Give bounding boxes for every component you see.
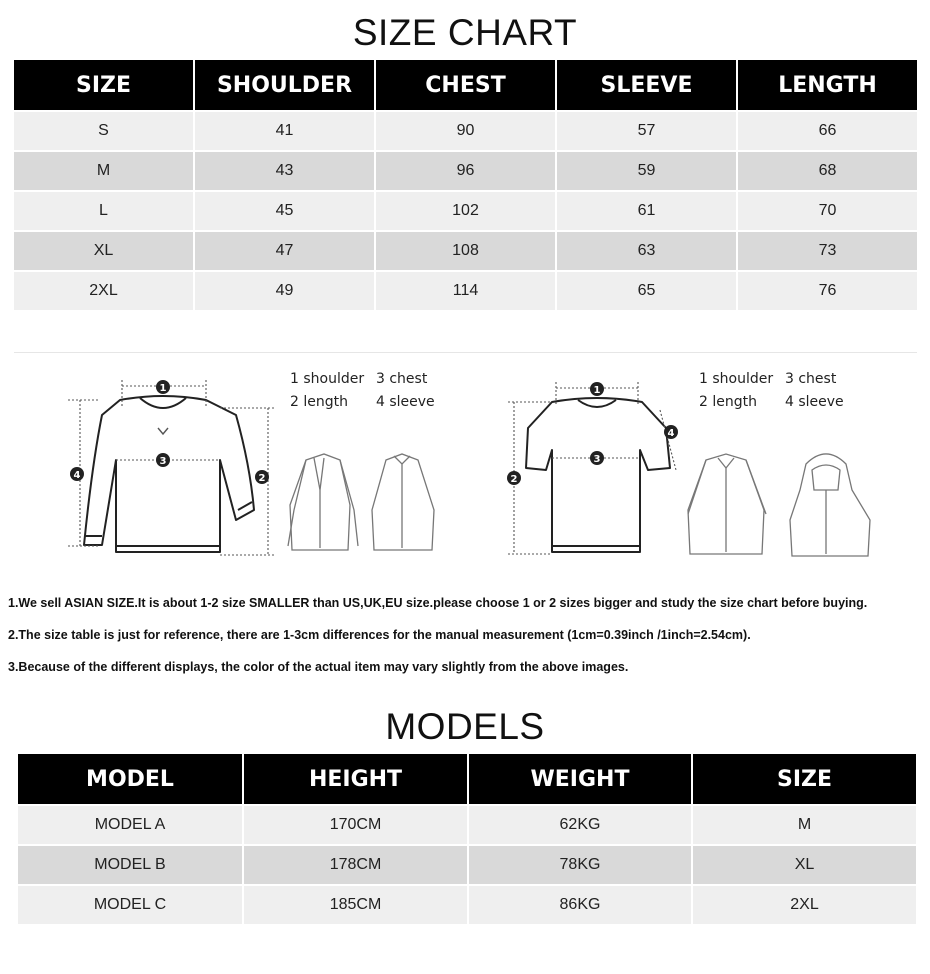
table-cell: 43 (194, 151, 375, 191)
table-cell: 90 (375, 111, 556, 151)
table-cell: 78KG (468, 845, 692, 885)
table-cell: L (14, 191, 194, 231)
note-2: 2.The size table is just for reference, there are 1-3cm differences for the manual measurement (1cm=0.39inch /1inch=2.54cm). (8, 628, 751, 642)
note-1: 1.We sell ASIAN SIZE.It is about 1-2 size SMALLER than US,UK,EU size.please choose 1 or 2 sizes bigger and study the size chart before buying. (8, 596, 868, 610)
table-cell: 2XL (692, 885, 916, 924)
sweatshirt-measurement-diagram (40, 370, 285, 565)
svg-text:3: 3 (593, 454, 601, 465)
svg-text:2: 2 (258, 473, 266, 484)
legend-length: 2 length (699, 394, 757, 410)
table-row (14, 231, 917, 271)
table-cell: 86KG (468, 885, 692, 924)
table-cell: 170CM (243, 805, 468, 845)
table-cell: S (14, 111, 194, 151)
table-cell: MODEL B (18, 845, 243, 885)
table-cell: 185CM (243, 885, 468, 924)
table-cell: 76 (737, 271, 917, 310)
table-cell: 96 (375, 151, 556, 191)
legend-length: 2 length (290, 394, 348, 410)
size-chart-title: SIZE CHART (352, 12, 578, 53)
svg-text:4: 4 (667, 428, 675, 439)
column-header-weight: WEIGHT (468, 754, 692, 805)
legend-chest: 3 chest (376, 371, 428, 387)
table-row (18, 845, 916, 885)
table-cell: XL (692, 845, 916, 885)
table-cell: 73 (737, 231, 917, 271)
table-cell: 45 (194, 191, 375, 231)
table-cell: 61 (556, 191, 737, 231)
table-cell: 57 (556, 111, 737, 151)
legend-right (699, 368, 844, 414)
table-cell: 49 (194, 271, 375, 310)
table-cell: 47 (194, 231, 375, 271)
note-3: 3.Because of the different displays, the color of the actual item may vary slightly from the above images. (8, 660, 629, 674)
table-cell: MODEL A (18, 805, 243, 845)
table-row (14, 111, 917, 151)
legend-sleeve: 4 sleeve (376, 394, 435, 410)
table-cell: 114 (375, 271, 556, 310)
column-header-height: HEIGHT (243, 754, 468, 805)
divider (14, 352, 917, 353)
table-cell: 63 (556, 231, 737, 271)
legend-shoulder: 1 shoulder (699, 371, 774, 387)
models-title: MODELS (385, 706, 545, 747)
table-row (18, 805, 916, 845)
column-header-shoulder: SHOULDER (194, 60, 375, 111)
table-cell: 68 (737, 151, 917, 191)
column-header-size: SIZE (14, 60, 194, 111)
table-cell: 70 (737, 191, 917, 231)
table-cell: 102 (375, 191, 556, 231)
column-header-model: MODEL (18, 754, 243, 805)
table-cell: 65 (556, 271, 737, 310)
models-table (18, 754, 916, 924)
svg-text:1: 1 (593, 385, 601, 396)
table-row (14, 151, 917, 191)
column-header-sleeve: SLEEVE (556, 60, 737, 111)
jacket-sketches-icon (284, 450, 444, 560)
svg-text:1: 1 (159, 383, 167, 394)
shirt-hoodie-sketches-icon (680, 450, 880, 562)
table-row (14, 271, 917, 310)
table-cell: MODEL C (18, 885, 243, 924)
legend-shoulder: 1 shoulder (290, 371, 365, 387)
column-header-size: SIZE (692, 754, 916, 805)
table-cell: 59 (556, 151, 737, 191)
table-cell: M (14, 151, 194, 191)
legend-left (290, 368, 435, 414)
table-cell: M (692, 805, 916, 845)
column-header-length: LENGTH (737, 60, 917, 111)
size-chart-table (14, 60, 917, 310)
svg-text:3: 3 (159, 456, 167, 467)
svg-text:4: 4 (73, 470, 81, 481)
table-cell: 178CM (243, 845, 468, 885)
column-header-chest: CHEST (375, 60, 556, 111)
table-cell: 2XL (14, 271, 194, 310)
table-row (14, 191, 917, 231)
size-chart-header-row (14, 60, 917, 111)
table-row (18, 885, 916, 924)
table-cell: 108 (375, 231, 556, 271)
legend-chest: 3 chest (785, 371, 837, 387)
tshirt-measurement-diagram (500, 370, 695, 565)
table-cell: 66 (737, 111, 917, 151)
table-cell: 41 (194, 111, 375, 151)
svg-text:2: 2 (510, 474, 518, 485)
table-cell: 62KG (468, 805, 692, 845)
models-header-row (18, 754, 916, 805)
legend-sleeve: 4 sleeve (785, 394, 844, 410)
table-cell: XL (14, 231, 194, 271)
